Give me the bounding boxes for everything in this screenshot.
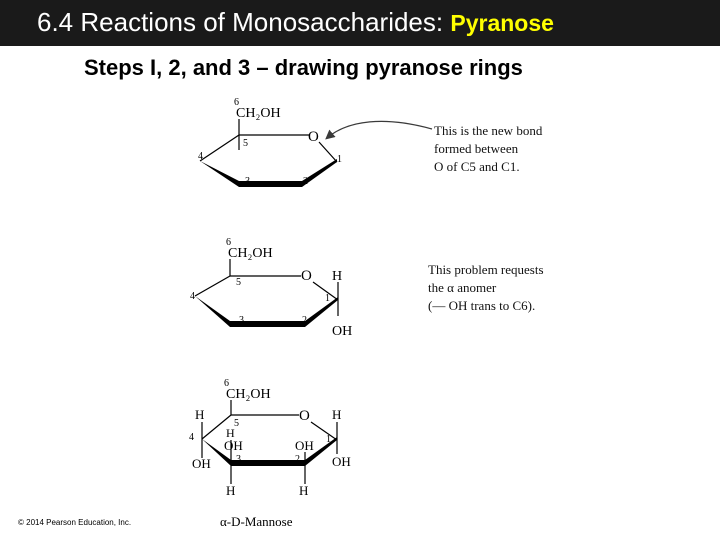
c1-h-label: H [332,407,342,422]
pyranose-diagram [180,90,600,535]
ch2oh-label: CH₂OH [226,387,271,402]
ring-oxygen: O [299,408,310,424]
anomeric-oh-label: OH [332,324,353,339]
carbon-number-5: 5 [243,138,248,149]
carbon-number-3: 3 [239,315,244,326]
carbon-number-4: 4 [189,432,194,443]
step-2-note-line-2: the α anomer [428,280,497,295]
title-bar [0,0,720,46]
step-1-note-line-1: This is the new bond [434,123,543,138]
title-text: 6.4 Reactions of Monosaccharides: [37,7,444,37]
ring-oxygen: O [308,129,319,145]
ring-oxygen: O [301,268,312,284]
carbon-number-2: 2 [302,315,307,326]
c4-h-label: H [195,407,205,422]
carbon-number-3: 3 [245,176,250,187]
carbon-number-5: 5 [236,277,241,288]
carbon-number-3: 3 [236,454,241,465]
carbon-number-6: 6 [234,97,239,108]
ch2oh-label: CH₂OH [236,106,281,121]
structure-caption: α-D-Mannose [220,514,293,529]
step-2-note-line-1: This problem requests [428,262,544,277]
carbon-number-2: 2 [303,176,308,187]
carbon-number-1: 1 [326,434,331,445]
subtitle: Steps I, 2, and 3 – drawing pyranose rings [84,55,523,80]
c1-oh-label: OH [332,454,351,469]
ch2oh-label: CH₂OH [228,246,273,261]
c4-oh-label: OH [192,456,211,471]
step-2-note-line-3: (— OH trans to C6). [428,298,536,313]
pyranose-ring-step-1 [198,97,543,187]
c3-oh-label: OH [224,438,243,453]
pyranose-ring-step-3 [189,378,351,498]
carbon-number-6: 6 [226,237,231,248]
carbon-number-5: 5 [234,418,239,429]
carbon-number-1: 1 [337,154,342,165]
carbon-number-6: 6 [224,378,229,389]
copyright-notice: © 2014 Pearson Education, Inc. [18,518,132,527]
carbon-number-4: 4 [198,151,203,162]
c3-h-label: H [226,426,235,440]
c3-lower-h-label: H [226,483,236,498]
carbon-number-4: 4 [190,291,195,302]
carbon-number-2: 2 [295,454,300,465]
anomeric-h-label: H [332,269,343,284]
step-1-note-line-2: formed between [434,141,519,156]
c2-h-label: H [299,483,309,498]
title-accent: Pyranose [450,10,554,36]
c2-oh-label: OH [295,438,314,453]
carbon-number-1: 1 [325,293,330,304]
step-1-note-line-3: O of C5 and C1. [434,159,520,174]
page-title [37,7,554,38]
pyranose-ring-step-2 [190,237,544,339]
